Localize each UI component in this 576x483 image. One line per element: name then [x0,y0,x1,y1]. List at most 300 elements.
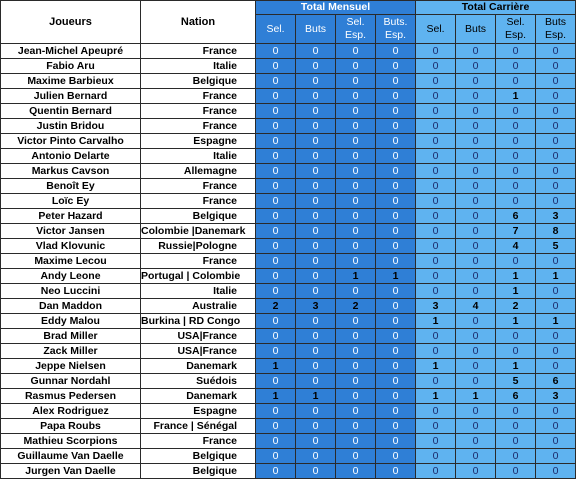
nation-cell: Italie [141,59,256,74]
career-stat-cell: 0 [536,89,576,104]
nation-cell: Australie [141,299,256,314]
monthly-stat-cell: 0 [256,314,296,329]
monthly-stat-cell: 2 [336,299,376,314]
monthly-stat-cell: 0 [376,254,416,269]
monthly-stat-cell: 1 [256,359,296,374]
career-stat-cell: 0 [416,344,456,359]
player-name-cell: Brad Miller [1,329,141,344]
career-stat-cell: 0 [496,329,536,344]
monthly-stat-cell: 0 [296,209,336,224]
monthly-stat-cell: 0 [376,74,416,89]
nation-cell: Russie|Pologne [141,239,256,254]
header-monthly-total: Total Mensuel [256,1,416,15]
monthly-stat-cell: 0 [336,254,376,269]
career-stat-cell: 3 [536,209,576,224]
player-name-cell: Julien Bernard [1,89,141,104]
table-row [1,194,576,209]
player-name-cell: Jean-Michel Apeupré [1,44,141,59]
career-stat-cell: 1 [496,314,536,329]
monthly-stat-cell: 0 [376,419,416,434]
career-stat-cell: 0 [496,104,536,119]
career-stat-cell: 0 [536,149,576,164]
monthly-stat-cell: 0 [296,239,336,254]
career-stat-cell: 0 [536,179,576,194]
career-stat-cell: 0 [456,134,496,149]
monthly-stat-cell: 0 [296,164,336,179]
table-row [1,269,576,284]
monthly-stat-cell: 0 [296,134,336,149]
career-stat-cell: 0 [456,344,496,359]
player-name-cell: Maxime Barbieux [1,74,141,89]
table-row [1,344,576,359]
nation-cell: Belgique [141,449,256,464]
nation-cell: USA|France [141,344,256,359]
career-stat-cell: 0 [496,404,536,419]
player-name-cell: Victor Pinto Carvalho [1,134,141,149]
player-name-cell: Benoît Ey [1,179,141,194]
career-stat-cell: 0 [456,449,496,464]
career-stat-cell: 3 [536,389,576,404]
monthly-stat-cell: 1 [296,389,336,404]
header-m-sel: Sel. [256,15,296,44]
monthly-stat-cell: 0 [376,119,416,134]
nation-cell: Burkina | RD Congo [141,314,256,329]
nation-cell: Italie [141,149,256,164]
player-name-cell: Jeppe Nielsen [1,359,141,374]
table-row [1,374,576,389]
career-stat-cell: 6 [496,209,536,224]
career-stat-cell: 0 [456,104,496,119]
monthly-stat-cell: 0 [376,389,416,404]
table-row [1,239,576,254]
nation-cell: Danemark [141,359,256,374]
career-stat-cell: 0 [456,419,496,434]
monthly-stat-cell: 0 [296,434,336,449]
table-row [1,59,576,74]
player-name-cell: Guillaume Van Daelle [1,449,141,464]
monthly-stat-cell: 0 [336,239,376,254]
table-row [1,164,576,179]
monthly-stat-cell: 0 [376,134,416,149]
career-stat-cell: 0 [456,464,496,479]
career-stat-cell: 0 [456,329,496,344]
monthly-stat-cell: 0 [376,464,416,479]
table-row [1,299,576,314]
career-stat-cell: 0 [536,434,576,449]
career-stat-cell: 5 [496,374,536,389]
monthly-stat-cell: 0 [376,329,416,344]
career-stat-cell: 0 [536,254,576,269]
monthly-stat-cell: 0 [296,59,336,74]
player-name-cell: Gunnar Nordahl [1,374,141,389]
monthly-stat-cell: 0 [256,464,296,479]
career-stat-cell: 0 [536,359,576,374]
player-name-cell: Markus Cavson [1,164,141,179]
monthly-stat-cell: 0 [376,314,416,329]
monthly-stat-cell: 0 [336,434,376,449]
career-stat-cell: 1 [496,359,536,374]
table-row [1,104,576,119]
career-stat-cell: 0 [536,119,576,134]
player-name-cell: Maxime Lecou [1,254,141,269]
monthly-stat-cell: 0 [256,44,296,59]
monthly-stat-cell: 0 [256,224,296,239]
career-stat-cell: 0 [456,119,496,134]
career-stat-cell: 0 [416,464,456,479]
monthly-stat-cell: 0 [296,179,336,194]
header-m-buts-esp: Buts. Esp. [376,15,416,44]
monthly-stat-cell: 0 [376,449,416,464]
monthly-stat-cell: 0 [296,269,336,284]
player-name-cell: Peter Hazard [1,209,141,224]
career-stat-cell: 0 [456,59,496,74]
nation-cell: Suédois [141,374,256,389]
monthly-stat-cell: 0 [256,89,296,104]
monthly-stat-cell: 0 [256,254,296,269]
table-row [1,119,576,134]
monthly-stat-cell: 2 [256,299,296,314]
career-stat-cell: 0 [536,74,576,89]
player-name-cell: Mathieu Scorpions [1,434,141,449]
career-stat-cell: 0 [416,419,456,434]
career-stat-cell: 0 [416,374,456,389]
monthly-stat-cell: 0 [296,74,336,89]
career-stat-cell: 0 [496,149,536,164]
career-stat-cell: 0 [456,239,496,254]
monthly-stat-cell: 0 [376,209,416,224]
career-stat-cell: 1 [496,269,536,284]
player-name-cell: Neo Luccini [1,284,141,299]
career-stat-cell: 0 [416,164,456,179]
career-stat-cell: 5 [536,239,576,254]
nation-cell: France [141,194,256,209]
monthly-stat-cell: 0 [296,449,336,464]
career-stat-cell: 0 [416,134,456,149]
nation-cell: Espagne [141,134,256,149]
monthly-stat-cell: 0 [336,224,376,239]
career-stat-cell: 0 [496,119,536,134]
monthly-stat-cell: 0 [336,104,376,119]
career-stat-cell: 1 [456,389,496,404]
table-row [1,209,576,224]
monthly-stat-cell: 0 [256,284,296,299]
monthly-stat-cell: 0 [376,194,416,209]
monthly-stat-cell: 0 [296,119,336,134]
header-c-buts-esp: Buts Esp. [536,15,576,44]
monthly-stat-cell: 0 [336,89,376,104]
monthly-stat-cell: 0 [256,344,296,359]
monthly-stat-cell: 0 [296,404,336,419]
table-row [1,44,576,59]
nation-cell: Allemagne [141,164,256,179]
nation-cell: France [141,254,256,269]
table-row [1,74,576,89]
monthly-stat-cell: 0 [296,464,336,479]
table-row [1,179,576,194]
monthly-stat-cell: 0 [376,104,416,119]
monthly-stat-cell: 0 [296,344,336,359]
career-stat-cell: 4 [456,299,496,314]
header-career-total: Total Carrière [416,1,576,15]
nation-cell: Belgique [141,464,256,479]
career-stat-cell: 0 [456,434,496,449]
monthly-stat-cell: 0 [336,359,376,374]
nation-cell: Belgique [141,209,256,224]
career-stat-cell: 0 [416,149,456,164]
career-stat-cell: 0 [536,194,576,209]
monthly-stat-cell: 0 [256,104,296,119]
career-stat-cell: 0 [496,134,536,149]
career-stat-cell: 0 [496,179,536,194]
player-name-cell: Quentin Bernard [1,104,141,119]
player-name-cell: Jurgen Van Daelle [1,464,141,479]
monthly-stat-cell: 0 [296,419,336,434]
career-stat-cell: 0 [416,104,456,119]
career-stat-cell: 2 [496,299,536,314]
career-stat-cell: 1 [496,284,536,299]
career-stat-cell: 1 [496,89,536,104]
career-stat-cell: 1 [416,359,456,374]
career-stat-cell: 1 [536,269,576,284]
table-row [1,329,576,344]
monthly-stat-cell: 0 [376,404,416,419]
career-stat-cell: 0 [496,344,536,359]
nation-cell: Portugal | Colombie [141,269,256,284]
monthly-stat-cell: 0 [256,329,296,344]
career-stat-cell: 0 [456,179,496,194]
monthly-stat-cell: 0 [336,149,376,164]
table-row [1,134,576,149]
monthly-stat-cell: 0 [336,284,376,299]
nation-cell: Belgique [141,74,256,89]
career-stat-cell: 0 [496,59,536,74]
monthly-stat-cell: 0 [256,434,296,449]
monthly-stat-cell: 0 [336,344,376,359]
monthly-stat-cell: 0 [296,359,336,374]
monthly-stat-cell: 0 [376,284,416,299]
monthly-stat-cell: 0 [376,149,416,164]
monthly-stat-cell: 0 [336,449,376,464]
monthly-stat-cell: 0 [256,209,296,224]
player-name-cell: Fabio Aru [1,59,141,74]
monthly-stat-cell: 0 [336,209,376,224]
nation-cell: France [141,179,256,194]
monthly-stat-cell: 0 [336,134,376,149]
player-name-cell: Rasmus Pedersen [1,389,141,404]
monthly-stat-cell: 0 [376,299,416,314]
monthly-stat-cell: 0 [256,179,296,194]
monthly-stat-cell: 0 [256,449,296,464]
career-stat-cell: 0 [456,164,496,179]
monthly-stat-cell: 0 [336,74,376,89]
career-stat-cell: 0 [416,59,456,74]
monthly-stat-cell: 0 [296,194,336,209]
monthly-stat-cell: 0 [376,59,416,74]
career-stat-cell: 0 [456,254,496,269]
header-c-sel-esp: Sel. Esp. [496,15,536,44]
monthly-stat-cell: 0 [256,119,296,134]
table-row [1,89,576,104]
career-stat-cell: 0 [416,44,456,59]
career-stat-cell: 0 [416,224,456,239]
career-stat-cell: 0 [496,164,536,179]
career-stat-cell: 0 [496,434,536,449]
monthly-stat-cell: 0 [376,239,416,254]
career-stat-cell: 0 [496,254,536,269]
career-stat-cell: 0 [456,314,496,329]
monthly-stat-cell: 0 [336,389,376,404]
career-stat-cell: 0 [496,419,536,434]
player-name-cell: Victor Jansen [1,224,141,239]
career-stat-cell: 0 [416,329,456,344]
career-stat-cell: 0 [496,44,536,59]
monthly-stat-cell: 0 [376,89,416,104]
player-name-cell: Alex Rodriguez [1,404,141,419]
career-stat-cell: 0 [416,269,456,284]
monthly-stat-cell: 0 [376,344,416,359]
monthly-stat-cell: 0 [336,194,376,209]
player-name-cell: Eddy Malou [1,314,141,329]
table-row [1,284,576,299]
career-stat-cell: 0 [536,134,576,149]
table-row [1,464,576,479]
monthly-stat-cell: 0 [376,179,416,194]
career-stat-cell: 0 [456,44,496,59]
monthly-stat-cell: 0 [256,74,296,89]
career-stat-cell: 1 [416,389,456,404]
monthly-stat-cell: 0 [336,314,376,329]
career-stat-cell: 0 [416,119,456,134]
career-stat-cell: 0 [456,374,496,389]
career-stat-cell: 0 [416,89,456,104]
career-stat-cell: 0 [456,284,496,299]
player-name-cell: Antonio Delarte [1,149,141,164]
career-stat-cell: 0 [536,419,576,434]
table-row [1,359,576,374]
career-stat-cell: 6 [496,389,536,404]
monthly-stat-cell: 0 [376,44,416,59]
player-name-cell: Vlad Klovunic [1,239,141,254]
monthly-stat-cell: 0 [296,224,336,239]
monthly-stat-cell: 0 [336,374,376,389]
career-stat-cell: 0 [536,164,576,179]
career-stat-cell: 8 [536,224,576,239]
monthly-stat-cell: 0 [336,119,376,134]
nation-cell: France [141,434,256,449]
table-row [1,224,576,239]
monthly-stat-cell: 0 [296,284,336,299]
nation-cell: France | Sénégal [141,419,256,434]
career-stat-cell: 0 [536,104,576,119]
monthly-stat-cell: 0 [256,374,296,389]
career-stat-cell: 4 [496,239,536,254]
career-stat-cell: 0 [496,464,536,479]
career-stat-cell: 0 [536,44,576,59]
monthly-stat-cell: 0 [296,104,336,119]
monthly-stat-cell: 0 [256,239,296,254]
monthly-stat-cell: 0 [256,164,296,179]
monthly-stat-cell: 0 [376,434,416,449]
career-stat-cell: 0 [456,89,496,104]
monthly-stat-cell: 1 [376,269,416,284]
player-name-cell: Loïc Ey [1,194,141,209]
monthly-stat-cell: 0 [336,164,376,179]
career-stat-cell: 0 [456,74,496,89]
monthly-stat-cell: 0 [256,194,296,209]
career-stat-cell: 0 [456,269,496,284]
monthly-stat-cell: 3 [296,299,336,314]
monthly-stat-cell: 0 [336,419,376,434]
monthly-stat-cell: 0 [336,404,376,419]
career-stat-cell: 0 [416,254,456,269]
career-stat-cell: 0 [416,449,456,464]
nation-cell: France [141,89,256,104]
career-stat-cell: 0 [496,74,536,89]
career-stat-cell: 0 [456,404,496,419]
monthly-stat-cell: 0 [376,164,416,179]
monthly-stat-cell: 0 [336,329,376,344]
career-stat-cell: 0 [536,464,576,479]
career-stat-cell: 0 [416,404,456,419]
career-stat-cell: 0 [536,299,576,314]
monthly-stat-cell: 1 [256,389,296,404]
career-stat-cell: 0 [536,404,576,419]
career-stat-cell: 0 [416,209,456,224]
header-player: Joueurs [1,1,141,44]
header-nation: Nation [141,1,256,44]
table-row [1,419,576,434]
monthly-stat-cell: 0 [336,44,376,59]
table-row [1,404,576,419]
table-row [1,434,576,449]
header-c-sel: Sel. [416,15,456,44]
career-stat-cell: 0 [456,194,496,209]
career-stat-cell: 0 [456,209,496,224]
career-stat-cell: 0 [456,149,496,164]
career-stat-cell: 3 [416,299,456,314]
monthly-stat-cell: 0 [296,149,336,164]
player-name-cell: Zack Miller [1,344,141,359]
career-stat-cell: 0 [496,449,536,464]
career-stat-cell: 0 [536,449,576,464]
career-stat-cell: 0 [536,344,576,359]
monthly-stat-cell: 1 [336,269,376,284]
monthly-stat-cell: 0 [296,254,336,269]
table-row [1,314,576,329]
nation-cell: USA|France [141,329,256,344]
nation-cell: France [141,44,256,59]
career-stat-cell: 7 [496,224,536,239]
player-name-cell: Andy Leone [1,269,141,284]
career-stat-cell: 0 [456,359,496,374]
monthly-stat-cell: 0 [376,359,416,374]
player-name-cell: Papa Roubs [1,419,141,434]
career-stat-cell: 0 [536,284,576,299]
monthly-stat-cell: 0 [376,224,416,239]
table-row [1,449,576,464]
monthly-stat-cell: 0 [296,374,336,389]
monthly-stat-cell: 0 [296,89,336,104]
nation-cell: Danemark [141,389,256,404]
monthly-stat-cell: 0 [256,59,296,74]
career-stat-cell: 0 [416,284,456,299]
table-body [1,44,576,479]
career-stat-cell: 0 [536,329,576,344]
career-stat-cell: 0 [416,239,456,254]
table-row [1,389,576,404]
table-row [1,149,576,164]
career-stat-cell: 0 [456,224,496,239]
